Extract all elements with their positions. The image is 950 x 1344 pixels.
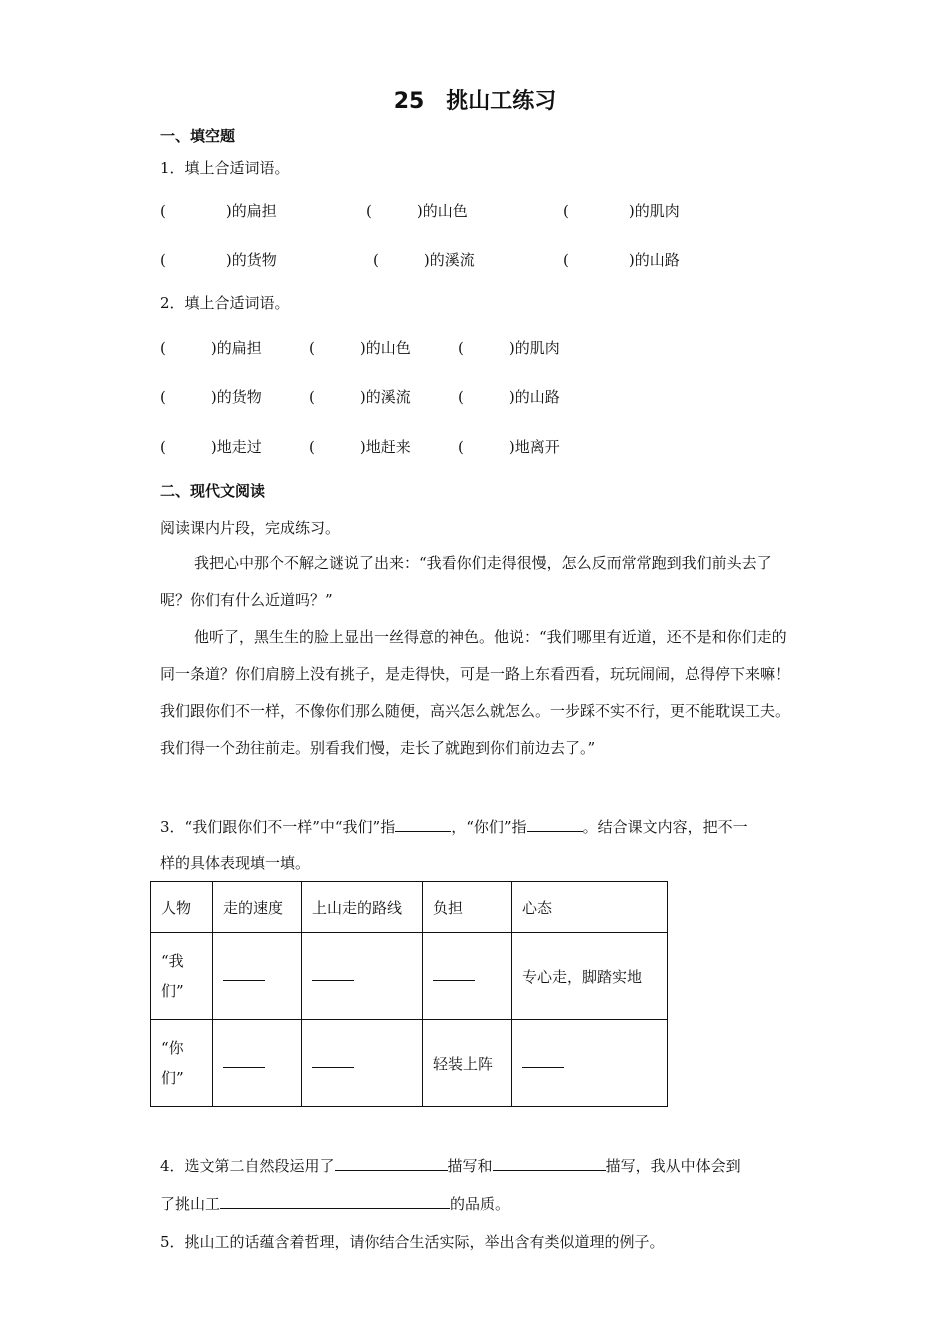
q2-prompt: 2．填上合适词语。: [160, 294, 290, 312]
q1-blank-5[interactable]: ( )的溪流: [373, 251, 475, 269]
q2-blank-3[interactable]: ( )的肌肉: [458, 339, 560, 357]
table-cell-burden: 轻装上阵: [423, 1020, 512, 1107]
table-header: 负担: [423, 882, 512, 933]
q2-blank-4[interactable]: ( )的货物: [160, 388, 262, 406]
q4-line-1: [160, 1155, 741, 1176]
q2-blank-6[interactable]: ( )的山路: [458, 388, 560, 406]
q3-text-2: ，“你们”指: [451, 818, 527, 836]
q4-text-1: 4．选文第二自然段运用了: [160, 1157, 335, 1175]
q1-prompt: 1．填上合适词语。: [160, 159, 290, 177]
q4-text-4: 了挑山工: [160, 1195, 221, 1213]
table-cell-blank[interactable]: [302, 933, 423, 1020]
reading-intro: 阅读课内片段，完成练习。: [160, 519, 341, 537]
q3-text-1: 3．“我们跟你们不一样”中“我们”指: [160, 818, 396, 836]
q3-blank-you[interactable]: [527, 817, 583, 832]
table-cell-mind: 专心走，脚踏实地: [512, 933, 668, 1020]
q4-text-2: 描写和: [447, 1157, 493, 1175]
q5-prompt: 5．挑山工的话蕴含着哲理，请你结合生活实际，举出含有类似道理的例子。: [160, 1233, 665, 1251]
table-cell-blank[interactable]: [213, 1020, 302, 1107]
section2-heading: 二、现代文阅读: [160, 482, 266, 500]
q4-text-5: 的品质。: [450, 1195, 511, 1213]
table-header: 心态: [512, 882, 668, 933]
q1-blank-1[interactable]: ( )的扁担: [160, 202, 277, 220]
q1-blank-2[interactable]: ( )的山色: [366, 202, 468, 220]
table-cell-blank[interactable]: [512, 1020, 668, 1107]
table-cell-blank[interactable]: [213, 933, 302, 1020]
q2-blank-8[interactable]: ( )地赶来: [309, 438, 411, 456]
q4-text-3: 描写，我从中体会到: [605, 1157, 741, 1175]
q4-line-2: [160, 1193, 510, 1214]
q1-blank-6[interactable]: ( )的山路: [563, 251, 680, 269]
q4-blank-1[interactable]: [335, 1156, 448, 1171]
table-cell-person: “我们”: [151, 933, 213, 1020]
table-header: 人物: [151, 882, 213, 933]
reading-paragraph-1: 我把心中那个不解之谜说了出来：“我看你们走得很慢，怎么反而常常跑到我们前头去了呢？你们有什么近道吗？”: [160, 554, 772, 609]
table-cell-blank[interactable]: [423, 933, 512, 1020]
q2-blank-5[interactable]: ( )的溪流: [309, 388, 411, 406]
table-header: 走的速度: [213, 882, 302, 933]
q3-text-3: 。结合课文内容，把不一: [582, 818, 748, 836]
q4-blank-2[interactable]: [493, 1156, 606, 1171]
q2-blank-2[interactable]: ( )的山色: [309, 339, 411, 357]
table-cell-blank[interactable]: [302, 1020, 423, 1107]
table-row: [151, 1020, 668, 1107]
q3-line-1: [160, 816, 748, 837]
q2-blank-9[interactable]: ( )地离开: [458, 438, 560, 456]
q2-blank-1[interactable]: ( )的扁担: [160, 339, 262, 357]
table-header: 上山走的路线: [302, 882, 423, 933]
page-title: 25 挑山工练习: [393, 89, 557, 114]
comparison-table: [150, 881, 668, 1107]
q1-blank-4[interactable]: ( )的货物: [160, 251, 277, 269]
q1-blank-3[interactable]: ( )的肌肉: [563, 202, 680, 220]
q4-blank-3[interactable]: [220, 1194, 450, 1209]
section1-heading: 一、填空题: [160, 127, 236, 145]
q3-line-2: 样的具体表现填一填。: [160, 854, 311, 872]
reading-paragraph-2: 他听了，黑生生的脸上显出一丝得意的神色。他说：“我们哪里有近道，还不是和你们走的同一条道？你们肩膀上没有挑子，是走得快，可是一路上东看西看，玩玩闹闹，总得停下来嘛！我们跟你们不一样，不像你们那么随便，高兴怎么就怎么。一步踩不实不行，更不能耽误工夫。我们得一个劲往前走。别看我们慢，走长了就跑到你们前边去了。”: [160, 628, 791, 757]
q2-blank-7[interactable]: ( )地走过: [160, 438, 262, 456]
q3-blank-we[interactable]: [395, 817, 451, 832]
table-row: [151, 933, 668, 1020]
table-header-row: [151, 882, 668, 933]
table-cell-person: “你们”: [151, 1020, 213, 1107]
